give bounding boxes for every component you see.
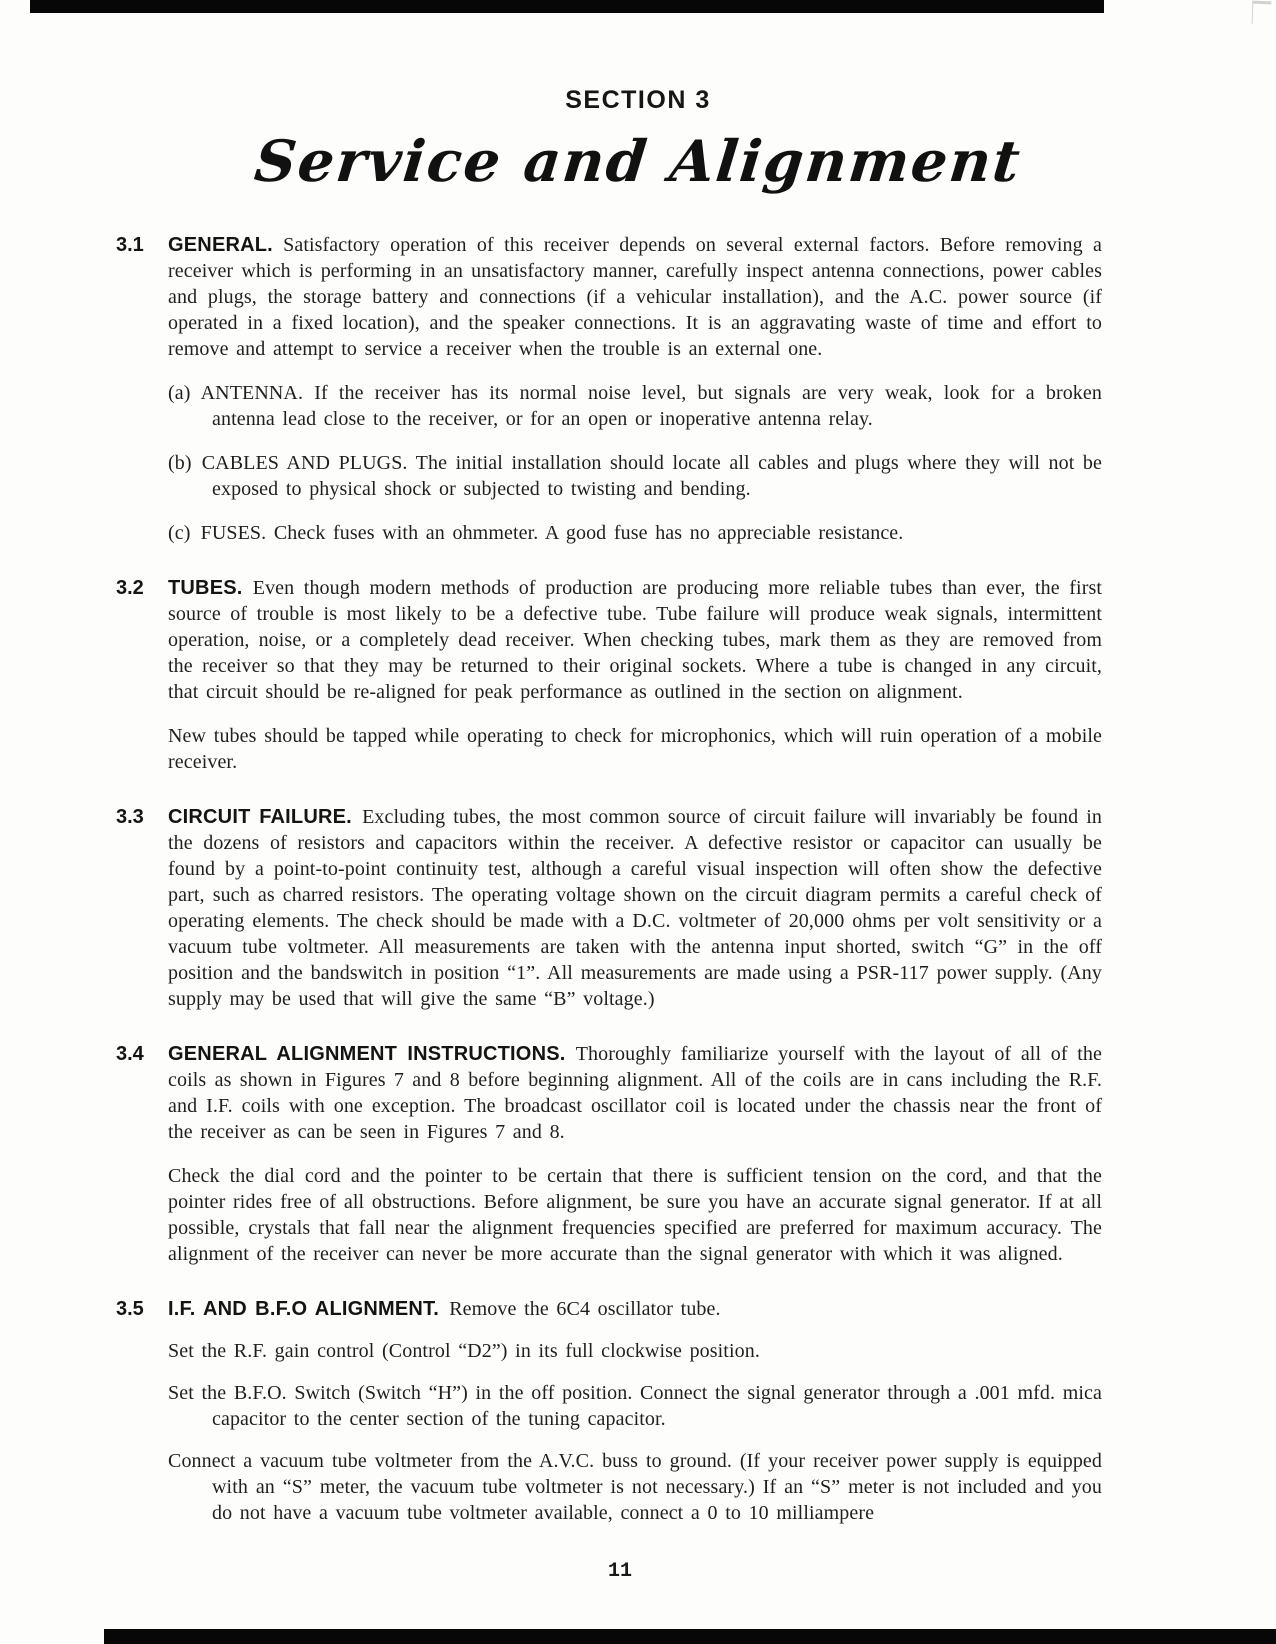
text-paragraph: Connect a vacuum tube voltmeter from the A.V.C. buss to ground. (If your receiver power supply is equipped with an “S” meter, the vacuum tube voltmeter is not necessary.) If an “S” meter is not included and you do not have a vacuum tube voltmeter available, connect a 0 to 10 milliampere xyxy=(168,1450,1102,1524)
paragraph-block xyxy=(168,723,1102,775)
section-heading: CIRCUIT FAILURE. xyxy=(168,806,363,828)
text-paragraph: I.F. AND B.F.O ALIGNMENT. Remove the 6C4 oscillator tube. xyxy=(168,1298,721,1320)
section-block xyxy=(116,1296,1102,1322)
text-paragraph: Set the B.F.O. Switch (Switch “H”) in the off position. Connect the signal generator through a .001 mfd. mica capacitor to the center section of the tuning capacitor. xyxy=(168,1382,1102,1430)
section-heading: GENERAL. xyxy=(168,234,284,256)
text-paragraph: TUBES. Even though modern methods of production are producing more reliable tubes than ever, the first source of trouble is most likely to be a defective tube. Tube failure will produce weak signals, intermittent operation, noise, or a completely dead receiver. When checking tubes, mark them as they are removed from the receiver so that they may be returned to their original sockets. Where a tube is changed in any circuit, that circuit should be re-aligned for peak performance as outlined in the section on alignment. xyxy=(168,577,1102,703)
section-block xyxy=(116,575,1102,705)
page-title xyxy=(0,128,1276,195)
page-title-text: Service and Alignment xyxy=(251,128,1025,195)
section-number: 3.5 xyxy=(116,1298,144,1320)
list-marker: (b) xyxy=(168,452,202,474)
text-paragraph: CIRCUIT FAILURE. Excluding tubes, the most common source of circuit failure will invariably be found in the dozens of resistors and capacitors within the receiver. A defective resistor or capacitor can usually be found by a point-to-point continuity test, although a careful visual inspection will often show the defective part, such as charred resistors. The operating voltage shown on the circuit diagram permits a careful check of operating elements. The check should be made with a D.C. voltmeter of 20,000 ohms per volt sensitivity or a vacuum tube voltmeter. All measurements are taken with the antenna input shorted, switch “G” in the off position and the bandswitch in position “1”. All measurements are made using a PSR-117 power supply. (Any supply may be used that will give the same “B” voltage.) xyxy=(168,806,1102,1010)
list-block xyxy=(168,380,1102,432)
list-block xyxy=(168,450,1102,502)
section-heading: I.F. AND B.F.O ALIGNMENT. xyxy=(168,1298,450,1320)
text-paragraph: New tubes should be tapped while operating to check for microphonics, which will ruin operation of a mobile receiver. xyxy=(168,725,1102,773)
section-heading: TUBES. xyxy=(168,577,253,599)
hang-block xyxy=(168,1338,1102,1364)
section-number: 3.3 xyxy=(116,806,144,828)
hang-block xyxy=(168,1448,1102,1526)
section-block xyxy=(116,232,1102,362)
section-label: SECTION 3 xyxy=(565,86,711,114)
hang-block xyxy=(168,1380,1102,1432)
scan-corner-artifact xyxy=(1252,1,1272,25)
paragraph-block xyxy=(168,1163,1102,1267)
section-block xyxy=(116,1041,1102,1145)
section-number: 3.1 xyxy=(116,234,144,256)
scan-bottom-bar xyxy=(104,1629,1276,1644)
section-number: 3.4 xyxy=(116,1043,144,1065)
section-heading: GENERAL ALIGNMENT INSTRUCTIONS. xyxy=(168,1043,576,1065)
text-paragraph: Check the dial cord and the pointer to be certain that there is sufficient tension on the cord, and that the pointer rides free of all obstructions. Before alignment, be sure you have an accurate signal generator. If at all possible, crystals that fall near the alignment frequencies specified are preferred for maximum accuracy. The alignment of the receiver can never be more accurate than the signal generator with which it was aligned. xyxy=(168,1165,1102,1265)
text-paragraph: GENERAL ALIGNMENT INSTRUCTIONS. Thoroughly familiarize yourself with the layout of all of the coils as shown in Figures 7 and 8 before beginning alignment. All of the coils are in cans including the R.F. and I.F. coils with one exception. The broadcast oscillator coil is located under the chassis near the front of the receiver as can be seen in Figures 7 and 8. xyxy=(168,1043,1102,1143)
text-paragraph: (b) CABLES AND PLUGS. The initial installation should locate all cables and plugs where they will not be exposed to physical shock or subjected to twisting and bending. xyxy=(168,452,1102,500)
page-number: 11 xyxy=(607,1560,632,1583)
text-paragraph: GENERAL. Satisfactory operation of this receiver depends on several external factors. Before removing a receiver which is performing in an unsatisfactory manner, carefully inspect antenna connections, power cables and plugs, the storage battery and connections (if a vehicular installation), and the A.C. power source (if operated in a fixed location), and the speaker connections. It is an aggravating waste of time and effort to remove and attempt to service a receiver when the trouble is an external one. xyxy=(168,234,1102,360)
scan-top-bar xyxy=(30,0,1104,13)
document-body xyxy=(116,232,1102,1550)
list-block xyxy=(168,520,1102,546)
text-paragraph: Set the R.F. gain control (Control “D2”) in its full clockwise position. xyxy=(168,1340,760,1362)
list-marker: (a) xyxy=(168,382,201,404)
text-paragraph: (c) FUSES. Check fuses with an ohmmeter. A good fuse has no appreciable resistance. xyxy=(168,522,904,544)
section-number: 3.2 xyxy=(116,577,144,599)
list-marker: (c) xyxy=(168,522,201,544)
text-paragraph: (a) ANTENNA. If the receiver has its normal noise level, but signals are very weak, look for a broken antenna lead close to the receiver, or for an open or inoperative antenna relay. xyxy=(168,382,1102,430)
section-block xyxy=(116,804,1102,1012)
